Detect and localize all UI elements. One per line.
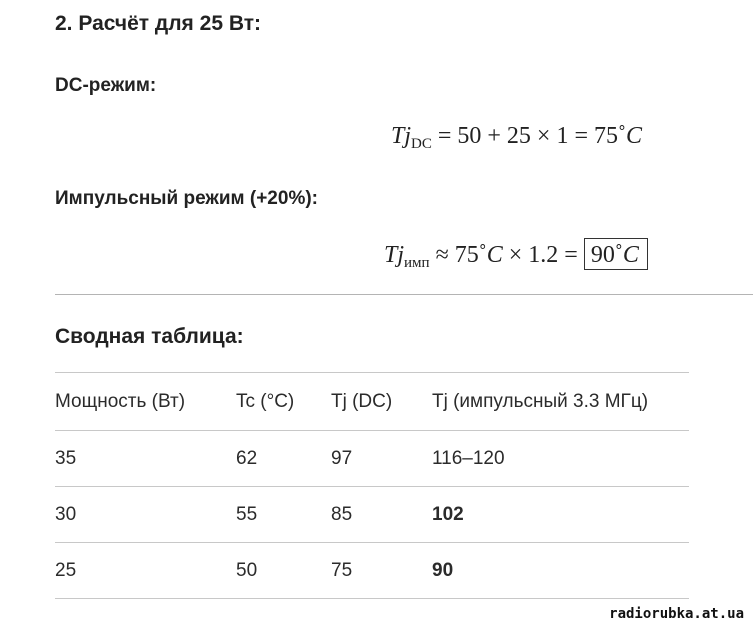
summary-heading: Сводная таблица:: [55, 325, 244, 348]
table-cell: 30: [55, 487, 236, 543]
table-row: [55, 543, 689, 599]
table-cell: 97: [331, 431, 432, 487]
bold-value: 90: [432, 559, 454, 581]
dc-rhs: = 50 + 25 × 1 = 75˚: [437, 123, 626, 149]
pulse-var: Tj: [384, 242, 405, 268]
col-header: Tj (DC): [331, 373, 432, 431]
pulse-mode-label: Импульсный режим (+20%):: [55, 188, 318, 209]
dc-unit: C: [626, 123, 643, 149]
dc-sub: DC: [411, 136, 432, 152]
table-cell: 55: [236, 487, 331, 543]
boxed-unit: C: [622, 242, 639, 268]
boxed-result: [584, 238, 648, 270]
bold-value: 102: [432, 503, 464, 525]
col-header: Tj (импульсный 3.3 МГц): [432, 373, 689, 431]
table-cell: [432, 487, 689, 543]
pulse-mid: C: [486, 242, 503, 268]
dc-var: Tj: [391, 123, 412, 149]
boxed-num: 90˚: [590, 242, 623, 268]
summary-table: [55, 372, 689, 599]
dc-mode-label: DC-режим:: [55, 75, 157, 96]
pulse-rhs2: × 1.2 =: [508, 242, 578, 268]
col-header: Мощность (Вт): [55, 373, 236, 431]
table-cell: 116–120: [432, 431, 689, 487]
table-cell: 75: [331, 543, 432, 599]
divider: [55, 294, 753, 295]
watermark: radiorubka.at.ua: [609, 606, 744, 622]
col-header: Tc (°C): [236, 373, 331, 431]
table-cell: 50: [236, 543, 331, 599]
table-cell: 85: [331, 487, 432, 543]
table-cell: 62: [236, 431, 331, 487]
table-header-row: [55, 373, 689, 431]
dc-formula: [391, 123, 642, 153]
table-cell: [432, 543, 689, 599]
table-row: [55, 431, 689, 487]
table-cell: 25: [55, 543, 236, 599]
pulse-formula: [384, 238, 648, 272]
section-heading: 2. Расчёт для 25 Вт:: [55, 12, 262, 35]
table-row: [55, 487, 689, 543]
pulse-sub: имп: [404, 255, 430, 271]
table-cell: 35: [55, 431, 236, 487]
pulse-rhs: ≈ 75˚: [435, 242, 487, 268]
